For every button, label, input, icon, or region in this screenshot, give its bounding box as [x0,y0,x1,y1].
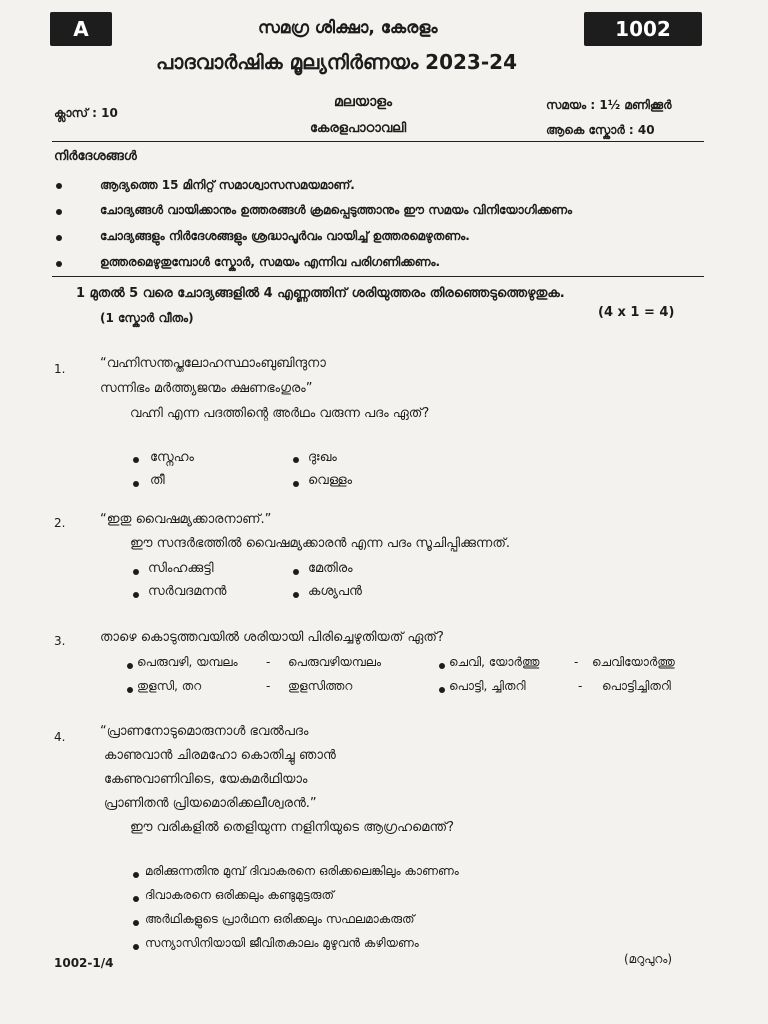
paper-code-box [584,12,702,46]
question-prompt: ഈ സന്ദർഭത്തിൽ വൈഷമ്യക്കാരൻ എന്ന പദം സൂചിപ്പിക്കുന്നത്. [130,536,511,551]
page-number: 1002-1/4 [54,956,114,970]
instruction-item: ചോദ്യങ്ങൾ വായിക്കാനും ഉത്തരങ്ങൾ ക്രമപ്പെടുത്താനും ഈ സമയം വിനിയോഗിക്കണം [100,203,573,217]
option-bullet [133,920,139,926]
set-code-box [50,12,112,46]
option-bullet [293,592,299,598]
option-bullet [293,569,299,575]
option-text: വെള്ളം [308,473,353,488]
option-text: സന്യാസിനിയായി ജീവിതകാലം മുഴുവൻ കഴിയണം [145,936,419,950]
question-text-line: സന്നിഭം മർത്ത്യജന്മം ക്ഷണഭംഗുരം” [100,381,313,396]
turn-over-note: (മറുപുറം) [624,952,673,966]
option-text: സിംഹക്കുട്ടി [148,561,214,576]
question-text-line: പ്രാണിതൻ പ്രിയമൊരിക്കലീശ്വരൻ.” [104,796,317,811]
instruction-bullet [56,183,62,189]
exam-title: പാദവാർഷിക മൂല്യനിർണയം 2023-24 [156,50,517,74]
question-prompt: ഈ വരികളിൽ തെളിയുന്ന നളിനിയുടെ ആഗ്രഹമെന്ത്? [130,820,454,835]
subject-sub-label: കേരളപാഠാവലി [310,121,407,136]
option-split-part: തുളസി, തറ [137,679,202,693]
instruction-item: ആദ്യത്തെ 15 മിനിറ്റ് സമാശ്വാസസമയമാണ്. [100,178,355,192]
option-split-part: പെരുവഴി, യമ്പലം [137,655,238,669]
option-joined-word: പെരുവഴിയമ്പലം [288,655,382,669]
option-bullet [293,457,299,463]
paper-code: 1002 [615,17,671,41]
question-prompt: താഴെ കൊടുത്തവയിൽ ശരിയായി പിരിച്ചെഴുതിയത് ഏത്? [100,630,444,645]
option-bullet [133,896,139,902]
option-joined-word: പൊട്ടിച്ചിതറി [602,679,671,693]
time-label: സമയം : 1½ മണിക്കൂർ [546,98,672,112]
instructions-heading: നിർദേശങ്ങൾ [54,149,137,164]
option-split-part: പൊട്ടി, ച്ചിതറി [449,679,526,693]
option-text: സ്നേഹം [150,450,194,465]
instructions-divider [52,276,704,277]
question-prompt: വഹ്നി എന്ന പദത്തിന്റെ അർഥം വരുന്ന പദം ഏത്? [130,406,430,421]
instruction-bullet [56,261,62,267]
score-label: ആകെ സ്കോർ : 40 [546,123,655,137]
question-text-line: കാണുവാൻ ചിരമഹോ കൊതിച്ചു ഞാൻ [104,748,336,763]
option-dash: - [266,655,271,669]
option-bullet [133,592,139,598]
option-text: തീ [150,473,165,488]
option-bullet [293,481,299,487]
header-divider [52,141,704,142]
question-text-line: കേണുവാണിവിടെ, യേകുമർഥിയാം [104,772,308,787]
class-label: ക്ലാസ് : 10 [54,106,118,120]
option-text: മരിക്കുന്നതിനു മുമ്പ് ദിവാകരനെ ഒരിക്കലെങ്കിലും കാണണം [145,864,459,878]
question-number: 3. [54,634,66,648]
org-name: സമഗ്ര ശിക്ഷാ, കേരളം [258,18,438,38]
option-joined-word: ചെവിയോർത്തു [592,655,675,669]
option-bullet [133,457,139,463]
instruction-item: ചോദ്യങ്ങളും നിർദേശങ്ങളും ശ്രദ്ധാപൂർവം വായിച്ച് ഉത്തരമെഴുതണം. [100,229,470,243]
question-number: 4. [54,730,66,744]
option-bullet [133,944,139,950]
section-marks: (4 x 1 = 4) [598,305,675,320]
instruction-bullet [56,209,62,215]
question-number: 2. [54,516,66,530]
question-number: 1. [54,362,66,376]
option-text: മേതിരം [308,561,353,576]
option-dash: - [574,655,579,669]
subject-label: മലയാളം [334,94,393,110]
option-text: കശ്യപൻ [308,584,362,599]
instruction-item: ഉത്തരമെഴുതുമ്പോൾ സ്കോർ, സമയം എന്നിവ പരിഗണിക്കണം. [100,255,441,269]
option-bullet [133,569,139,575]
option-joined-word: തുളസിത്തറ [288,679,353,693]
option-bullet [133,872,139,878]
question-text-line: “ഇതു വൈഷമ്യക്കാരനാണ്.” [100,512,272,527]
option-bullet [127,687,133,693]
option-bullet [133,481,139,487]
option-dash: - [266,679,271,693]
option-bullet [127,663,133,669]
option-bullet [439,663,445,669]
option-text: ദിവാകരനെ ഒരിക്കലും കണ്ടുമുട്ടരുത് [145,888,335,902]
option-bullet [439,687,445,693]
question-text-line: “പ്രാണനോടുമൊരുനാൾ ഭവൽപദം [100,724,309,739]
option-split-part: ചെവി, യോർത്തു [449,655,540,669]
option-text: ദുഃഖം [308,450,337,465]
section-score-each: (1 സ്കോർ വീതം) [100,311,194,325]
question-text-line: “വഹ്നിസന്തപ്തലോഹസ്ഥാംബുബിന്ദുനാ [100,356,326,371]
section-instruction: 1 മുതൽ 5 വരെ ചോദ്യങ്ങളിൽ 4 എണ്ണത്തിന് ശരിയുത്തരം തിരഞ്ഞെടുത്തെഴുതുക. [76,286,565,301]
option-text: അർഥികളുടെ പ്രാർഥന ഒരിക്കലും സഫലമാകരുത് [145,912,415,926]
option-dash: - [578,679,583,693]
instruction-bullet [56,235,62,241]
set-code: A [73,17,89,41]
option-text: സർവദമനൻ [148,584,227,599]
